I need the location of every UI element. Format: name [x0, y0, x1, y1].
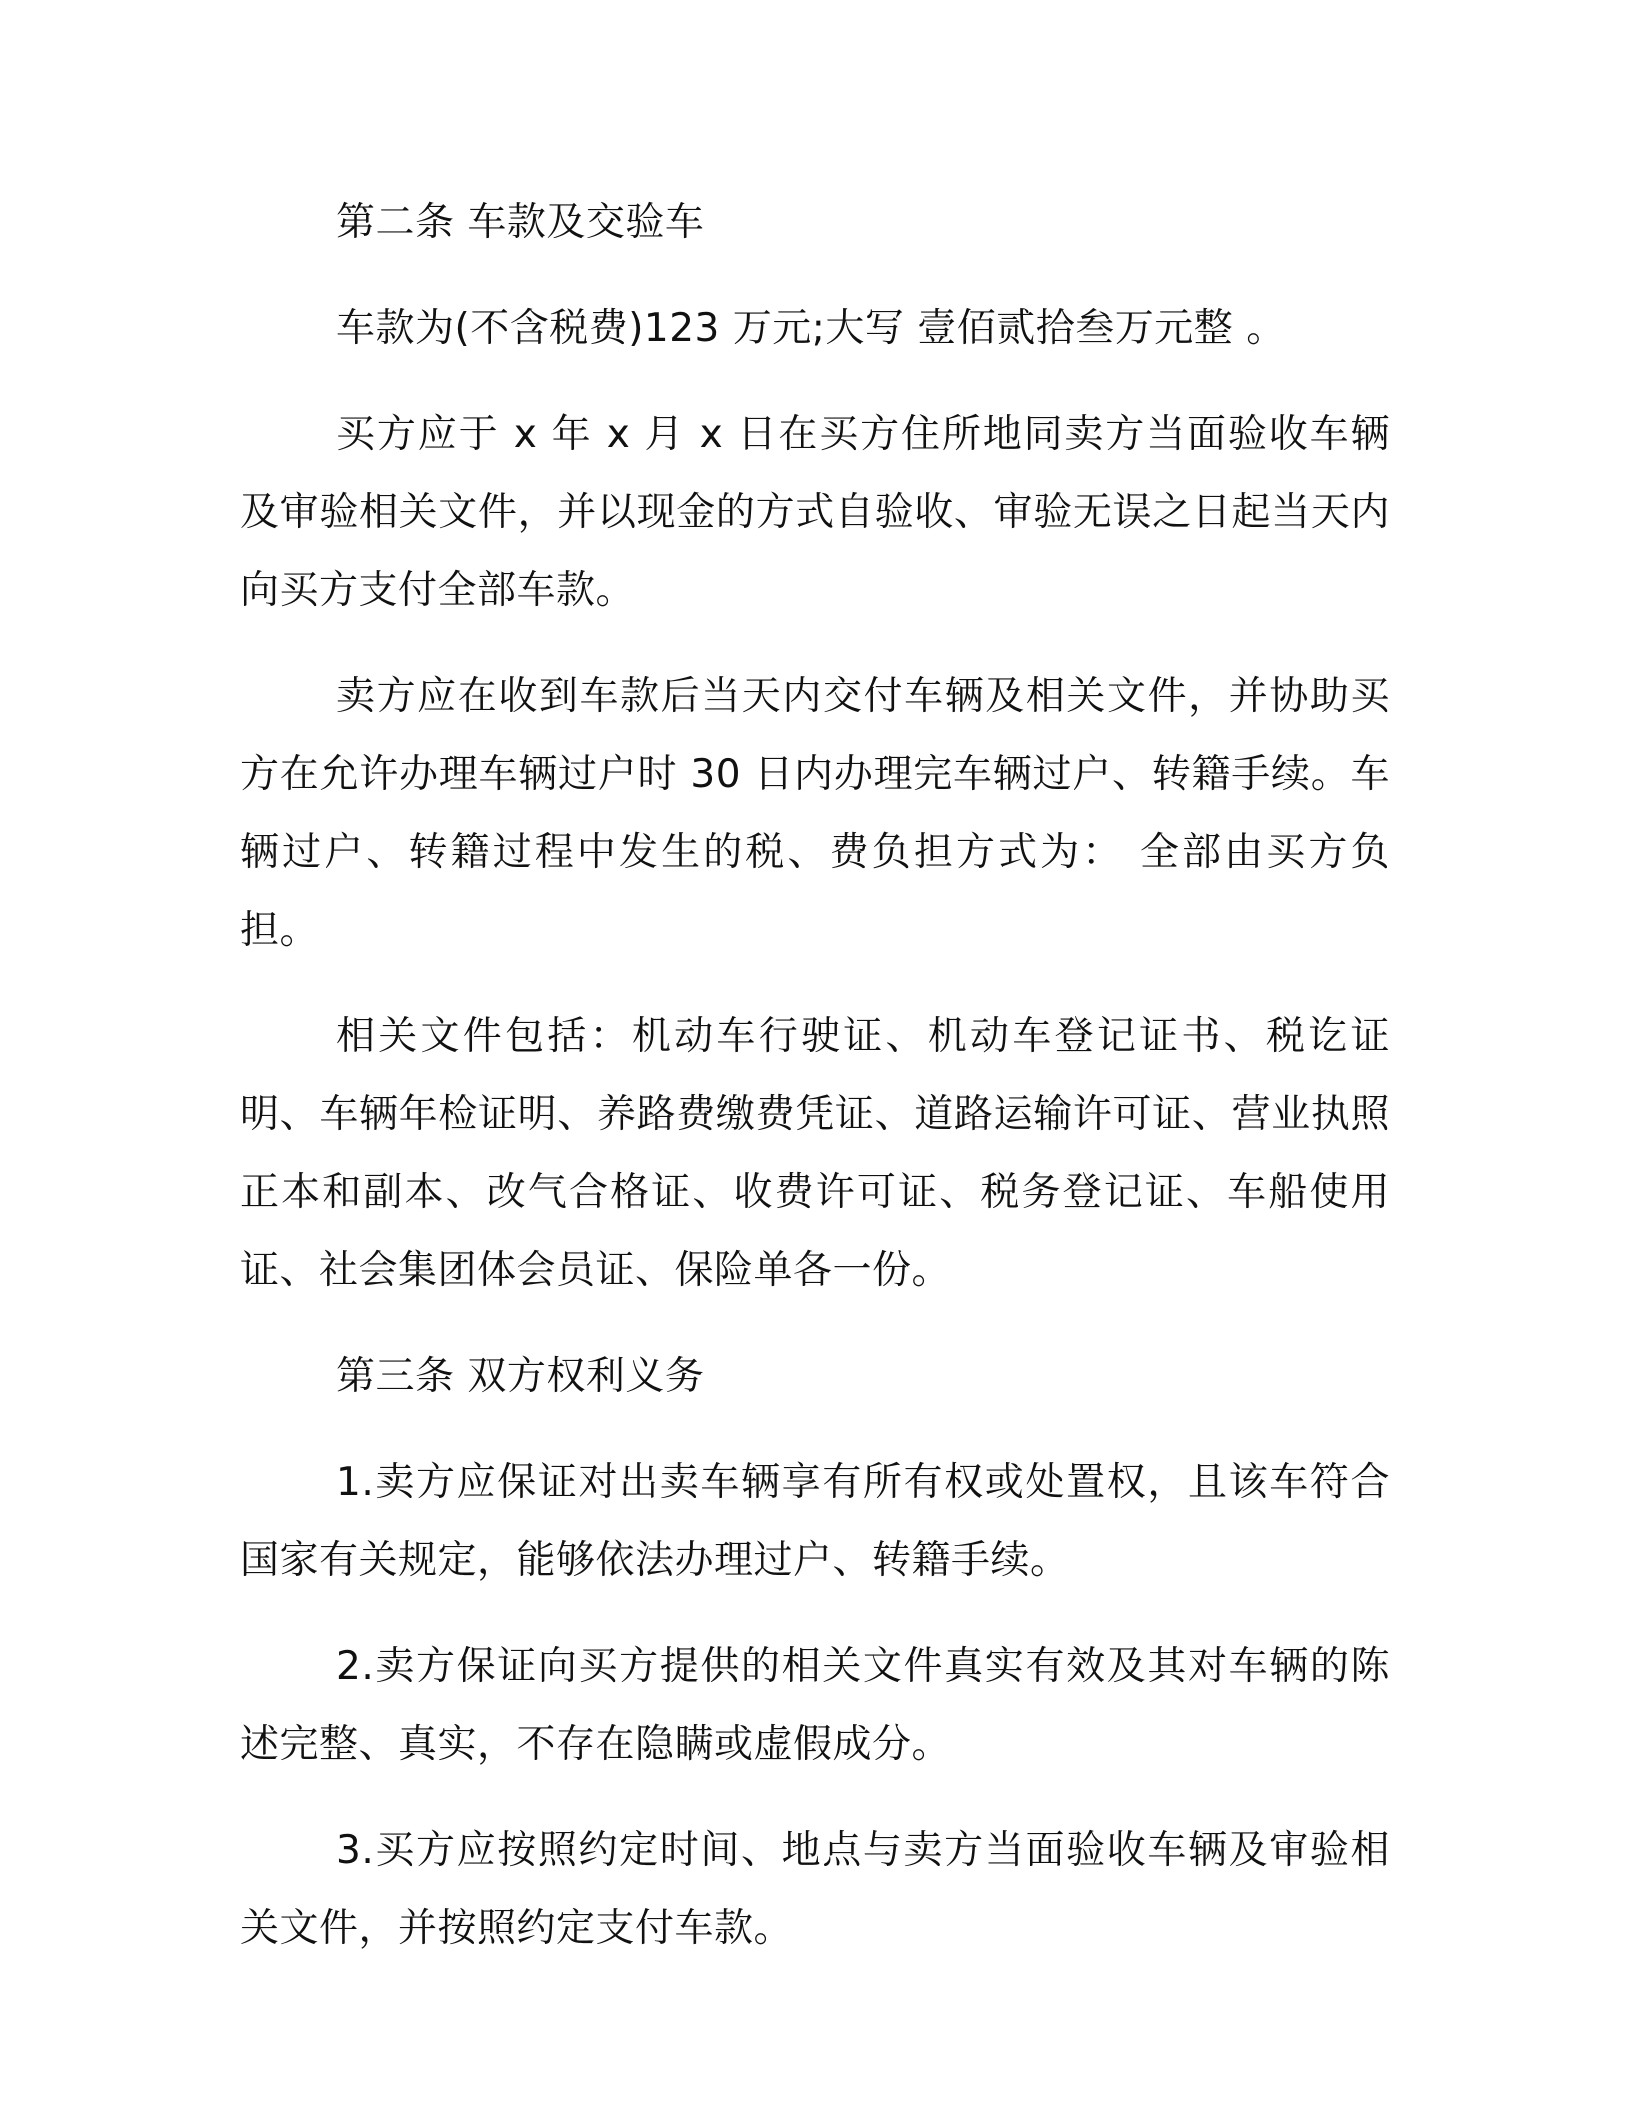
- paragraph-related-documents: 相关文件包括：机动车行驶证、机动车登记证书、税讫证明、车辆年检证明、养路费缴费凭证、道路运输许可证、营业执照正本和副本、改气合格证、收费许可证、税务登记证、车船使用证、社会集团体会员证、保险单各一份。: [240, 1014, 1390, 1293]
- section-heading-article-2: 第二条 车款及交验车: [336, 200, 705, 245]
- paragraph-buyer-inspection: 买方应于 x 年 x 月 x 日在买方住所地同卖方当面验收车辆及审验相关文件，并以现金的方式自验收、审验无误之日起当天内向买方支付全部车款。: [240, 412, 1390, 613]
- paragraph-obligation-3: 3.买方应按照约定时间、地点与卖方当面验收车辆及审验相关文件，并按照约定支付车款。: [240, 1828, 1390, 1951]
- paragraph-price: 车款为(不含税费)123 万元;大写 壹佰贰拾叁万元整 。: [336, 306, 1286, 351]
- document-body: [240, 184, 1390, 1996]
- paragraph-seller-delivery: 卖方应在收到车款后当天内交付车辆及相关文件，并协助买方在允许办理车辆过户时 30 日内办理完车辆过户、转籍手续。车辆过户、转籍过程中发生的税、费负担方式为： 全部由买方负担。: [240, 674, 1390, 953]
- paragraph-obligation-2: 2.卖方保证向买方提供的相关文件真实有效及其对车辆的陈述完整、真实，不存在隐瞒或虚假成分。: [240, 1644, 1390, 1767]
- paragraph-obligation-1: 1.卖方应保证对出卖车辆享有所有权或处置权，且该车符合国家有关规定，能够依法办理过户、转籍手续。: [240, 1460, 1390, 1583]
- section-heading-article-3: 第三条 双方权利义务: [336, 1354, 705, 1399]
